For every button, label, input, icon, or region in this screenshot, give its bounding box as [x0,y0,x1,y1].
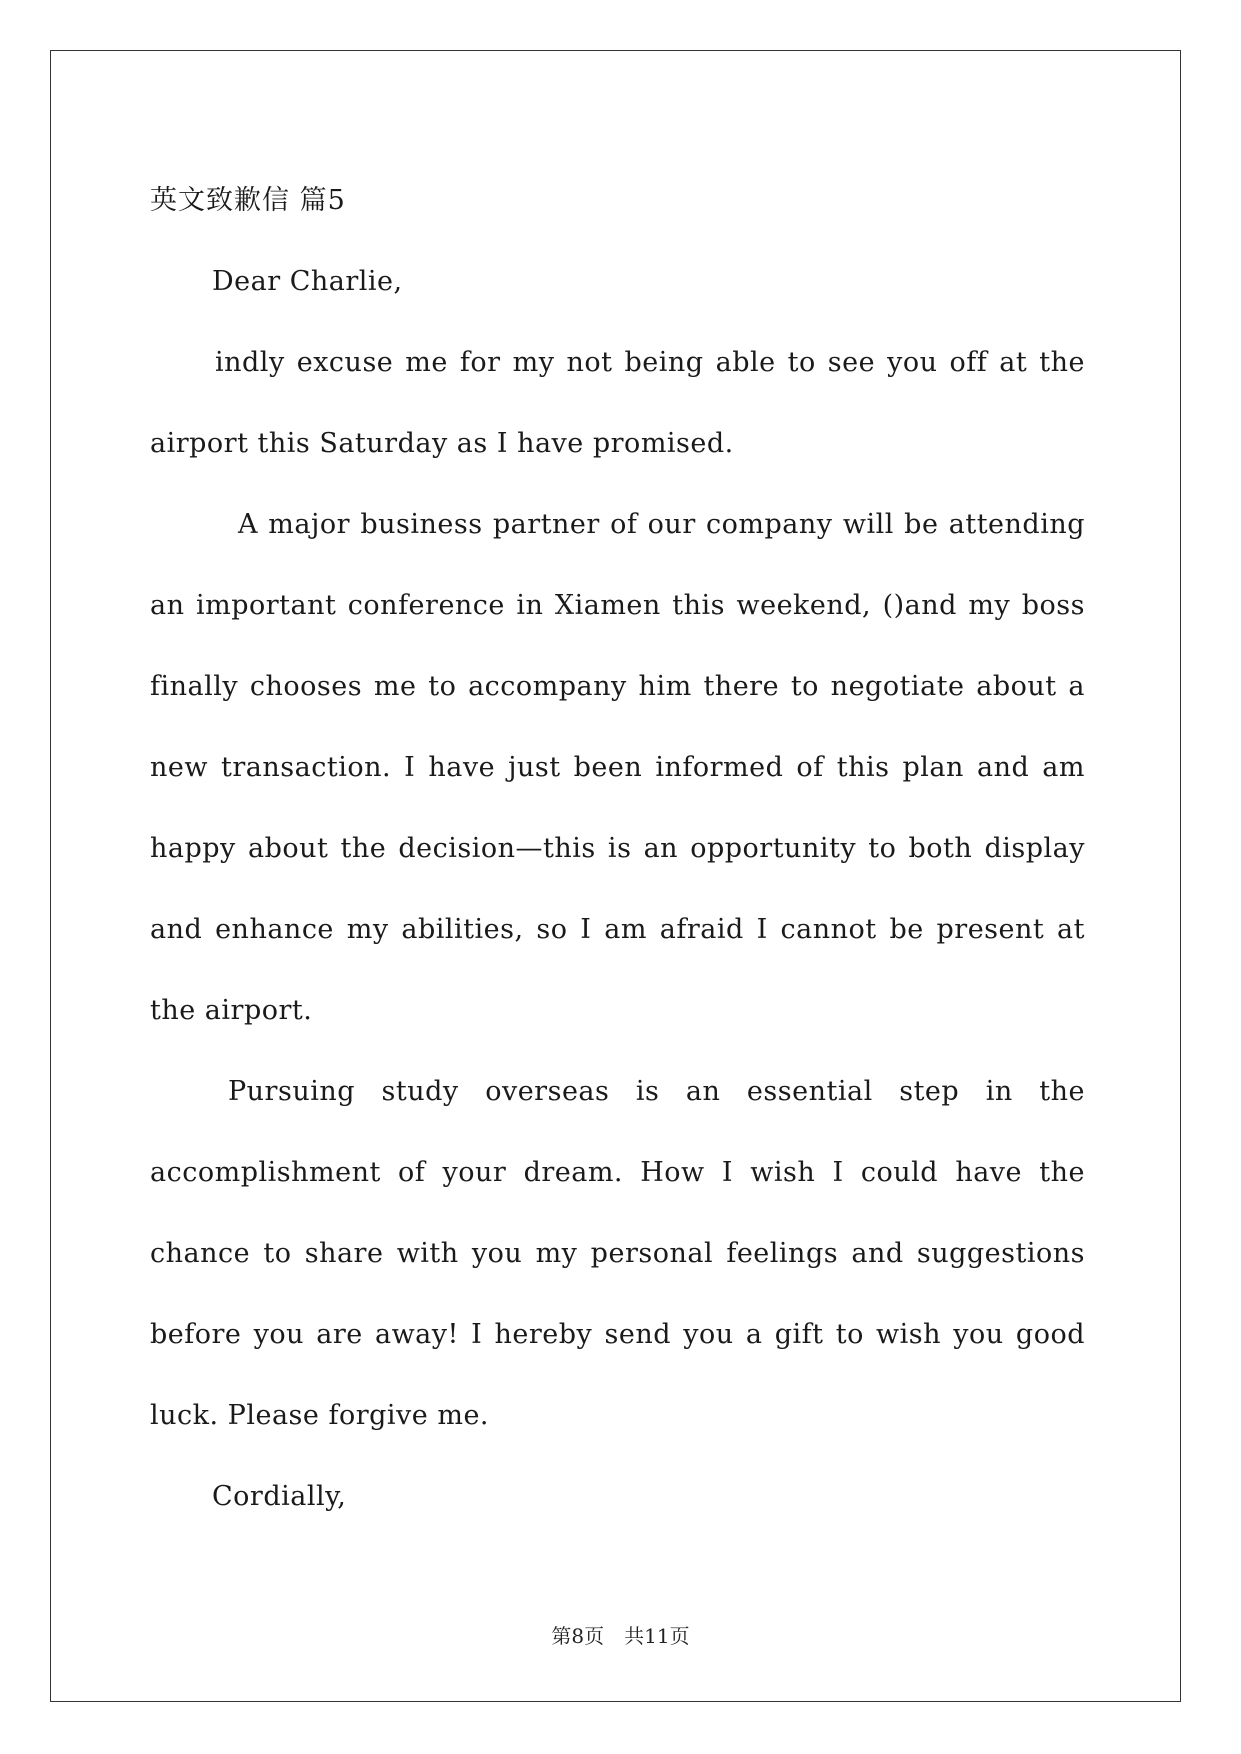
salutation: Dear Charlie, [212,266,403,297]
page-number-footer: 第8页 共11页 [551,1624,690,1648]
letter-body [150,160,1085,1537]
paragraph-1: indly excuse me for my not being able to see you off at the airport this Saturday as I have promised. [150,347,1085,459]
paragraph-2: A major business partner of our company will be attending an important conference in Xiamen this weekend, ()and my boss finally chooses me to accompany him there to negotiate about a new transaction. I have just been informed of this plan and am happy about the decision—this is an opportunity to both display and enhance my abilities, so I am afraid I cannot be present at the airport. [150,509,1085,1026]
closing: Cordially, [212,1481,347,1512]
paragraph-3: Pursuing study overseas is an essential step in the accomplishment of your dream. How I wish I could have the chance to share with you my personal feelings and suggestions before you are away! I hereby send you a gift to wish you good luck. Please forgive me. [150,1076,1085,1431]
section-heading: 英文致歉信 篇5 [150,185,346,216]
